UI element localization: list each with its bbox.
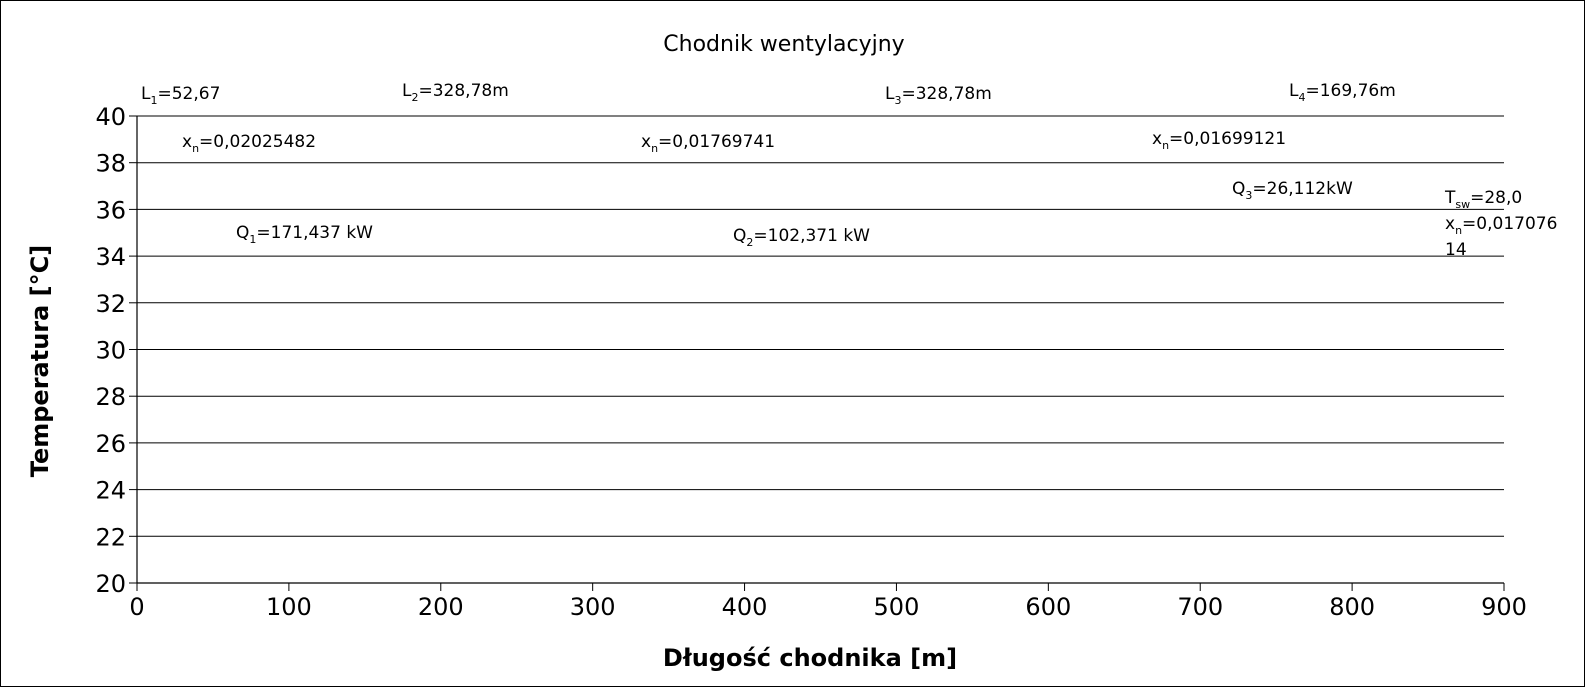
annotation-subscript: n — [651, 142, 659, 155]
y-tick-label: 26 — [95, 429, 126, 458]
x-axis-title: Długość chodnika [m] — [662, 644, 958, 672]
annotation-base: L — [885, 84, 895, 104]
annotation-xn4b — [1445, 240, 1467, 260]
annotation-base: x — [1152, 129, 1163, 149]
annotation-subscript: 2 — [746, 236, 754, 249]
annotation-base: x — [1445, 214, 1456, 234]
annotation-value: 14 — [1445, 240, 1467, 260]
annotation-q3 — [1232, 179, 1353, 202]
annotation-l1 — [141, 84, 220, 107]
y-tick-label: 34 — [95, 243, 126, 272]
x-tick-label: 200 — [417, 593, 464, 621]
y-tick-label: 30 — [95, 336, 126, 365]
annotation-l2 — [402, 81, 509, 104]
annotation-base: Q — [236, 223, 250, 243]
annotation-base: L — [402, 81, 412, 101]
annotation-layer — [141, 81, 1557, 260]
y-tick-label: 22 — [95, 523, 126, 552]
annotation-xn3 — [1152, 129, 1286, 152]
annotation-l3 — [885, 84, 992, 107]
x-tick-label: 0 — [129, 593, 145, 621]
annotation-subscript: n — [192, 142, 200, 155]
annotation-subscript: 3 — [894, 94, 902, 107]
annotation-value: =0,02025482 — [199, 132, 317, 152]
annotation-value: =102,371 kW — [753, 226, 870, 246]
x-tick-label: 300 — [569, 593, 616, 621]
y-tick-label: 32 — [95, 289, 126, 318]
x-tick-label: 600 — [1025, 593, 1072, 621]
y-tick-label: 40 — [95, 103, 126, 131]
annotation-value: =171,437 kW — [256, 223, 373, 243]
x-tick-label: 500 — [873, 593, 920, 621]
annotation-subscript: 1 — [150, 94, 158, 107]
annotation-l4 — [1289, 81, 1396, 104]
annotation-value: =0,01699121 — [1169, 129, 1287, 149]
chart-svg — [1, 1, 1585, 688]
x-tick-label: 700 — [1177, 593, 1224, 621]
annotation-subscript: sw — [1455, 198, 1471, 211]
y-tick-label: 36 — [95, 196, 126, 225]
y-tick-label: 24 — [95, 476, 126, 505]
annotation-base: T — [1445, 188, 1456, 208]
annotation-xn2 — [641, 132, 775, 155]
annotation-value: =52,67 — [157, 84, 221, 104]
annotation-q2 — [733, 226, 870, 249]
annotation-subscript: n — [1455, 224, 1463, 237]
annotation-value: =0,01769741 — [658, 132, 776, 152]
annotation-base: L — [1289, 81, 1299, 101]
x-tick-label: 800 — [1329, 593, 1376, 621]
annotation-value: =26,112kW — [1252, 179, 1353, 199]
annotation-value: =28,0 — [1470, 188, 1523, 208]
annotation-value: =169,76m — [1305, 81, 1396, 101]
annotation-value: =0,017076 — [1462, 214, 1558, 234]
annotation-base: x — [182, 132, 193, 152]
x-tick-label: 400 — [721, 593, 768, 621]
y-tick-label: 38 — [95, 149, 126, 178]
y-tick-label: 28 — [95, 383, 126, 412]
annotation-subscript: 2 — [411, 91, 419, 104]
annotation-subscript: n — [1162, 139, 1170, 152]
annotation-tsw — [1444, 188, 1522, 211]
annotation-value: =328,78m — [901, 84, 992, 104]
annotation-base: Q — [1232, 179, 1246, 199]
chart-title: Chodnik wentylacyjny — [663, 32, 905, 57]
annotation-subscript: 1 — [249, 233, 257, 246]
annotation-base: Q — [733, 226, 747, 246]
annotation-base: x — [641, 132, 652, 152]
x-tick-label: 100 — [265, 593, 312, 621]
annotation-base: L — [141, 84, 151, 104]
annotation-q1 — [236, 223, 373, 246]
annotation-value: =328,78m — [418, 81, 509, 101]
annotation-xn1 — [182, 132, 316, 155]
x-tick-label: 900 — [1481, 593, 1527, 621]
y-axis-title: Temperatura [°C] — [26, 244, 54, 478]
annotation-subscript: 3 — [1245, 189, 1253, 202]
annotation-xn4 — [1445, 214, 1557, 237]
y-tick-label: 20 — [95, 570, 126, 598]
annotation-subscript: 4 — [1298, 91, 1306, 104]
